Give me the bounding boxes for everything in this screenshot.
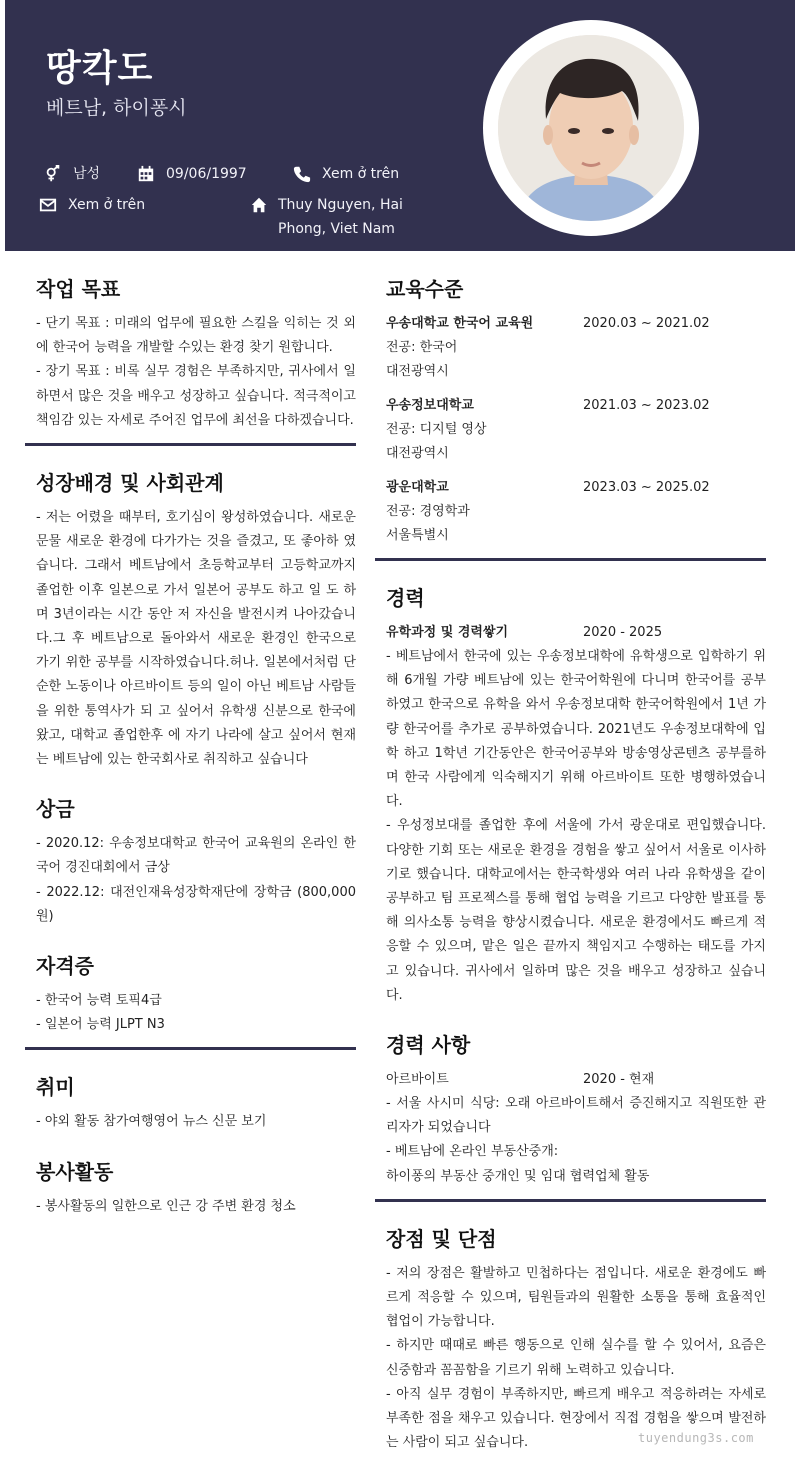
background-text: - 저는 어렸을 때부터, 호기심이 왕성하였습니다. 새로운 문물 새로운 환경에 다가가는 것을 즐겼고, 또 좋아하 였습니다. 그래서 베트남에서 초등학교부터 고등학교까지 졸업한 이후 일본으로 가서 일본어 공부도 하고 일 도 하며 3년이라는 시간 동안 저 자신을 발전시켜 나아갔습니다.그 후 베트남으로 돌아와서 새로운 환경인 한국으로 가기 위한 공부를 시작하였습니다.허나. 일본에서처럼 단순한 노동이나 아르바이트 등의 일이 아닌 베트남 사람들을 위한 통역사가 되 고 싶어서 유학생 신분으로 한국에 왔고, 대학교 졸업한후 에 자기 나라에 살고 싶어서 현재는 베트남에 있는 한국회사로 취직하고 싶습니다	[36, 510, 356, 768]
section-title: 성장배경 및 사회관계	[36, 471, 224, 496]
education-list	[386, 312, 766, 548]
experience-paragraph: - 우성정보대를 졸업한 후에 서울에 가서 광운대로 편입했습니다. 다양한 기회 또는 새로운 환경을 경험을 쌓고 싶어서 서울로 이사하기로 했습니다. 대학교에서는 한국학생와 여러 나라 유학생을 같이 공부하고 팀 프로젝스를 통해 협업 능력을 기르고 다양한 발표를 통해 의사소통 능력을 향상시켰습니다. 새로운 환경에서도 빠르게 적응할 수 있으며, 맡은 일은 끝까지 책임지고 수행하는 태도를 가지고 있습니다. 귀사에서 일하며 많은 것을 배우고 성장하고 싶습니다.	[386, 818, 766, 1003]
left-column	[25, 252, 356, 1219]
certificates-text	[36, 989, 356, 1037]
section-title: 상금	[36, 797, 75, 822]
school-major: 전공: 디지털 영상	[386, 422, 487, 437]
school-major: 전공: 경영학과	[386, 504, 470, 519]
experience-item	[386, 621, 766, 1008]
education-item	[386, 312, 766, 384]
candidate-name: 땅칵도	[46, 48, 154, 89]
strengths-text	[386, 1262, 766, 1456]
education-section	[375, 252, 766, 548]
phone-info	[292, 164, 399, 186]
strength-line: - 하지만 때때로 빠른 행동으로 인해 실수를 할 수 있어서, 요즘은 신중함과 꼼꼼함을 기르기 위해 노력하고 있습니다.	[386, 1338, 766, 1378]
career-line: - 베트남에 온라인 부동산중개:	[386, 1144, 559, 1160]
school-name: 우송정보대학교	[386, 398, 474, 413]
career-line: - 서울 사시미 식당: 오래 아르바이트해서 증진해지고 직원또한 관리자가 되었습니다	[386, 1096, 766, 1136]
strength-line: - 아직 실무 경험이 부족하지만, 빠르게 배우고 적응하려는 자세로 부족한 점을 채우고 있습니다. 현장에서 직접 경험을 쌓으며 발전하는 사람이 되고 싶습니다.	[386, 1386, 766, 1451]
school-period: 2023.03 ~ 2025.02	[583, 480, 710, 495]
gender-info	[43, 164, 100, 186]
education-item	[386, 476, 766, 548]
experience-section	[375, 561, 766, 1008]
awards-text	[36, 832, 356, 929]
award-item: - 2020.12: 우송정보대학교 한국어 교육원의 온라인 한국어 경진대회에서 금상	[36, 836, 356, 876]
gender-value: 남성	[73, 166, 101, 182]
school-city: 대전광역시	[386, 364, 449, 379]
education-item	[386, 394, 766, 466]
objective-long-term: - 장기 목표 : 비록 실무 경험은 부족하지만, 귀사에서 일하면서 많은 것을 배우고 성장하고 싶습니다. 적극적이고 책임감 있는 자세로 주어진 업무에 최선을 다하겠습니다.	[36, 364, 356, 428]
birthdate-info	[136, 164, 247, 186]
school-major: 전공: 한국어	[386, 340, 458, 355]
experience-title: 유학과정 및 경력쌓기	[386, 625, 509, 640]
section-title: 경력 사항	[386, 1033, 471, 1058]
hobbies-section	[25, 1050, 356, 1134]
career-line: 하이퐁의 부동산 중개인 및 임대 협력업체 활동	[386, 1168, 650, 1184]
objective-section	[25, 252, 356, 433]
section-title: 장점 및 단점	[386, 1226, 497, 1251]
school-city: 대전광역시	[386, 446, 449, 461]
section-title: 취미	[36, 1075, 75, 1100]
address-value: Thuy Nguyen, Hai Phong, Viet Nam	[278, 197, 403, 237]
award-item: - 2022.12: 대전인재육성장학재단에 장학금 (800,000원)	[36, 884, 356, 924]
section-title: 경력	[386, 586, 425, 610]
section-title: 교육수준	[386, 277, 464, 301]
home-icon	[250, 195, 268, 215]
strength-line: - 저의 장점은 활발하고 민첩하다는 점입니다. 새로운 환경에도 빠르게 적응할 수 있으며, 팀원들과의 원활한 소통을 통해 효율적인 협업이 가능합니다.	[386, 1265, 766, 1330]
school-name: 광운대학교	[386, 480, 449, 495]
career-title: 아르바이트	[386, 1072, 449, 1088]
career-section	[375, 1008, 766, 1189]
profile-photo-frame	[483, 20, 699, 236]
awards-section	[25, 772, 356, 929]
phone-icon	[292, 164, 312, 184]
gender-icon	[43, 164, 63, 184]
school-period: 2020.03 ~ 2021.02	[583, 316, 710, 331]
right-column	[375, 252, 766, 1455]
objective-text	[36, 312, 356, 433]
resume-header	[5, 0, 795, 251]
site-watermark: tuyendung3s.com	[638, 1431, 754, 1445]
phone-value: Xem ở trên	[322, 166, 400, 182]
hobbies-text: - 야외 활동 참가여행영어 뉴스 신문 보기	[36, 1114, 267, 1130]
experience-paragraph: - 베트남에서 한국에 있는 우송정보대학에 유학생으로 입학하기 위해 6개월 가량 베트남에 있는 한국어학원에 다니며 한국어를 공부하였고 한국으로 유학을 와서 우송정보대학 한국어학원에서 1년 가량 한국어를 추가로 공부하였습니다. 2021년도 우송정보대학에 입학 하고 1학년 기간동안은 한국어공부와 방송영상콘텐츠 공부를하며 한국 사람에게 익숙해지기 위해 아르바이트 또한 병행하였습니다.	[386, 649, 766, 810]
volunteer-text: - 봉사활동의 일한으로 인근 강 주변 환경 청소	[36, 1198, 296, 1214]
section-title: 작업 목표	[36, 277, 121, 301]
section-title: 봉사활동	[36, 1159, 114, 1184]
profile-photo	[498, 35, 684, 221]
calendar-icon	[136, 164, 156, 184]
volunteer-section	[25, 1135, 356, 1219]
email-info	[38, 195, 145, 217]
section-title: 자격증	[36, 954, 94, 979]
school-name: 우송대학교 한국어 교육원	[386, 316, 534, 331]
address-info	[250, 195, 450, 241]
strengths-section	[375, 1202, 766, 1456]
certificates-section	[25, 929, 356, 1037]
candidate-location: 베트남, 하이퐁시	[46, 97, 187, 119]
certificate-item: - 한국어 능력 토픽4급	[36, 993, 162, 1009]
mail-icon	[38, 195, 58, 215]
email-value: Xem ở trên	[68, 197, 146, 213]
objective-short-term: - 단기 목표 : 미래의 업무에 필요한 스킬을 익히는 것 외에 한국어 능력을 개발할 수있는 환경 찾기 원합니다.	[36, 316, 356, 356]
experience-period: 2020 - 2025	[583, 625, 663, 640]
career-item	[386, 1068, 766, 1189]
school-city: 서울특별시	[386, 528, 449, 543]
experience-text	[386, 645, 766, 1008]
birthdate-value: 09/06/1997	[166, 166, 247, 182]
background-section	[25, 446, 356, 772]
career-text	[386, 1092, 766, 1189]
certificate-item: - 일본어 능력 JLPT N3	[36, 1017, 165, 1033]
school-period: 2021.03 ~ 2023.02	[583, 398, 710, 413]
career-period: 2020 - 현재	[583, 1072, 655, 1088]
